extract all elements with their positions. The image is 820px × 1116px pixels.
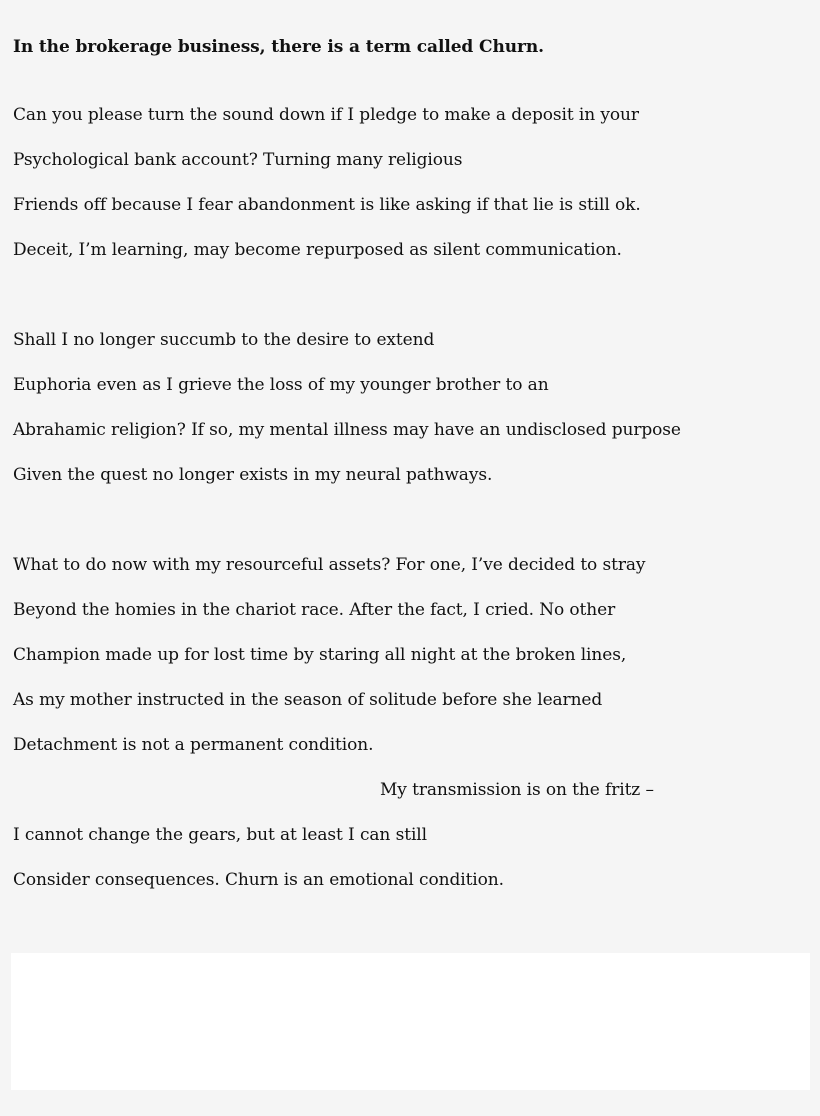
stanza-3-line-4: As my mother instructed in the season of solitude before she learned (13, 690, 603, 710)
stanza-1-line-1: Can you please turn the sound down if I pledge to make a deposit in your (13, 105, 639, 125)
stanza-3-line-7: I cannot change the gears, but at least I can still (13, 825, 427, 845)
stanza-2-line-2: Euphoria even as I grieve the loss of my younger brother to an (13, 375, 549, 395)
stanza-2-line-4: Given the quest no longer exists in my neural pathways. (13, 465, 493, 485)
stanza-1-line-4: Deceit, I’m learning, may become repurposed as silent communication. (13, 240, 622, 260)
stanza-3-line-2: Beyond the homies in the chariot race. After the fact, I cried. No other (13, 600, 616, 620)
stanza-3-line-3: Champion made up for lost time by staring all night at the broken lines, (13, 645, 627, 665)
stanza-2-line-3: Abrahamic religion? If so, my mental illness may have an undisclosed purpose (13, 420, 681, 440)
stanza-3-line-6-indented: My transmission is on the fritz – (380, 780, 654, 800)
poem-title: In the brokerage business, there is a term called Churn. (13, 37, 544, 57)
stanza-3-line-5: Detachment is not a permanent condition. (13, 735, 374, 755)
stanza-1-line-3: Friends off because I fear abandonment is like asking if that lie is still ok. (13, 195, 641, 215)
stanza-3-line-8: Consider consequences. Churn is an emotional condition. (13, 870, 504, 890)
blank-white-area (11, 953, 810, 1090)
stanza-1-line-2: Psychological bank account? Turning many religious (13, 150, 463, 170)
stanza-3-line-1: What to do now with my resourceful assets? For one, I’ve decided to stray (13, 555, 646, 575)
stanza-2-line-1: Shall I no longer succumb to the desire to extend (13, 330, 435, 350)
